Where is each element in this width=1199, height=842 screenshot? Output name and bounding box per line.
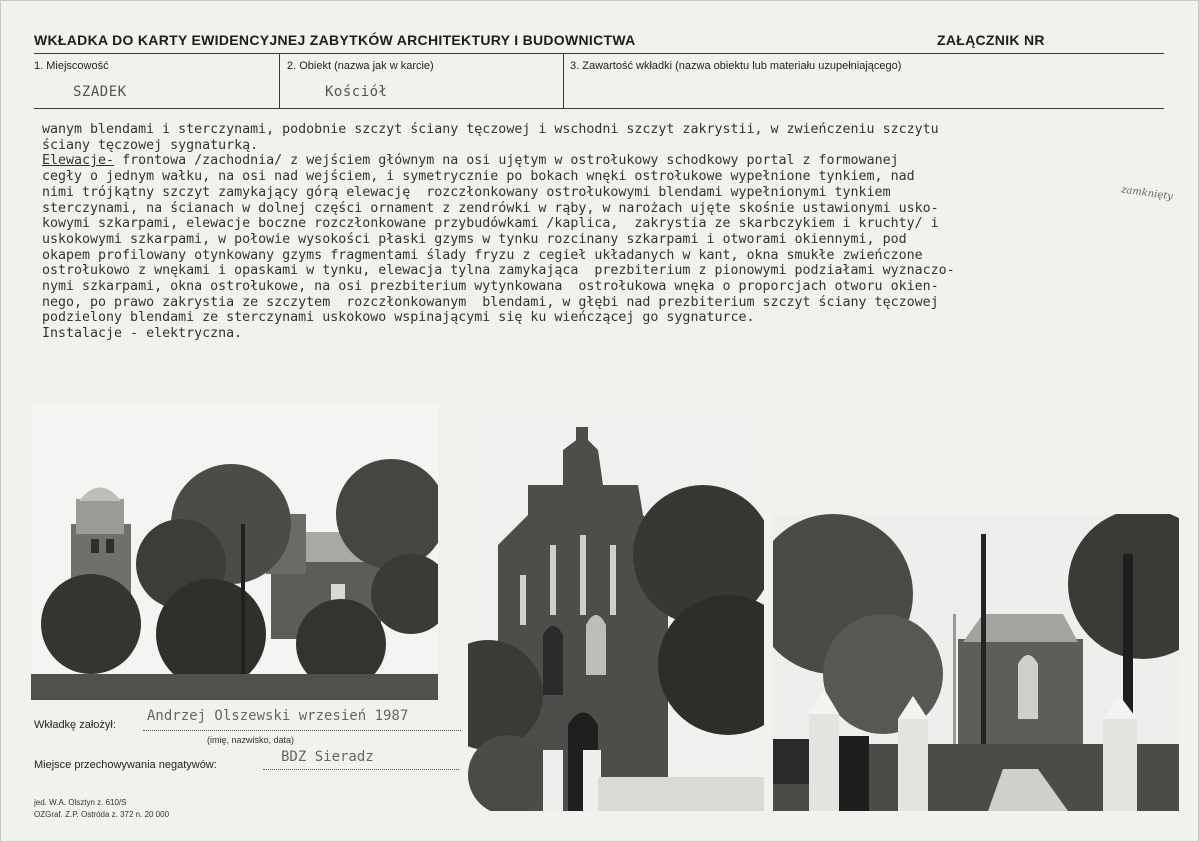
handwritten-note: zamknięty: [1120, 184, 1174, 203]
field-divider: [563, 54, 564, 108]
made-by-value: Andrzej Olszewski wrzesień 1987: [147, 708, 409, 724]
object-label: 2. Obiekt (nazwa jak w karcie): [287, 60, 434, 72]
description-text: [42, 122, 1182, 342]
locality-label: 1. Miejscowość: [34, 60, 109, 72]
description-line: okapem profilowany otynkowany gzyms fragmentami ślady fryzu z cegieł układanych w kant, okna smukłe zwieńczone: [42, 247, 923, 263]
print-info-2: OZGraf. Z.P. Ostróda z. 372 n. 20 000: [34, 810, 170, 819]
description-line: ściany tęczowej sygnaturką.: [42, 137, 259, 153]
card-title: WKŁADKA DO KARTY EWIDENCYJNEJ ZABYTKÓW ARCHITEKTURY I BUDOWNICTWA: [34, 32, 636, 48]
fields-rule: [34, 108, 1164, 109]
made-by-label: Wkładkę założył:: [34, 719, 116, 731]
made-by-hint: (imię, nazwisko, data): [207, 735, 295, 745]
storage-label: Miejsce przechowywania negatywów:: [34, 759, 217, 771]
description-line: nego, po prawo zakrystia ze szczytem rozczłonkowanym blendami, w głębi nad prezbiterium szczyt ściany tęczowej: [42, 294, 939, 310]
content-label: 3. Zawartość wkładki (nazwa obiektu lub materiału uzupełniającego): [570, 60, 902, 72]
description-fragment: frontowa /zachodnia/ z wejściem głównym na osi ujętym w ostrołukowy schodkowy portal z formowanej: [114, 153, 899, 169]
description-line: nymi szkarpami, okna ostrołukowe, na osi prezbiterium wytynkowana ostrołukowa wnęka o proporcjach otworu okien-: [42, 279, 939, 295]
made-by-line: [143, 730, 461, 731]
description-line: cegły o jednym wałku, na osi nad wejściem, i symetrycznie po bokach wnęki ostrołukowe wypełnione tynkiem, nad: [42, 169, 915, 185]
storage-value: BDZ Sieradz: [281, 749, 374, 765]
photo-church-west-facade: [468, 405, 764, 811]
description-line: wanym blendami i sterczynami, podobnie szczyt ściany tęczowej i wschodni szczyt zakrystii, w zwieńczeniu szczytu: [42, 122, 939, 137]
header-rule: [34, 53, 1164, 54]
description-line: sterczynami, na ścianach w dolnej części ornament z zendrówki w rąby, w narożach ujęte skośnie ustawionymi usko-: [42, 200, 939, 216]
description-line: nimi trójkątny szczyt zamykający górą elewację rozczłonkowany ostrołukowymi blendami wypełnionymi tynkiem: [42, 184, 891, 200]
section-heading: Elewacje-: [42, 153, 115, 169]
locality-value: SZADEK: [73, 84, 127, 100]
description-line: podzielony blendami ze sterczynami uskokowo wspinającymi się ku wieńczącej go sygnaturce.: [42, 310, 755, 326]
attachment-number-label: ZAŁĄCZNIK NR: [937, 32, 1045, 48]
description-line: Instalacje - elektryczna.: [42, 326, 243, 342]
storage-line: [263, 769, 459, 770]
field-divider: [279, 54, 280, 108]
description-line: kowymi szkarpami, elewacje boczne rozczłonkowane przybudówkami /kaplica, zakrystia ze skarbczykiem i kruchty/ i: [42, 216, 939, 232]
object-value: Kościół: [325, 84, 388, 100]
description-line: uskokowymi szkarpami, w połowie wysokości płaski gzyms w tynku rozcinany szkarpami i otworami okiennymi, pod: [42, 231, 907, 247]
print-info-1: jed. W.A. Olsztyn z. 610/S: [34, 798, 127, 807]
description-line: [42, 153, 1182, 169]
photo-church-east-view: [31, 404, 438, 700]
description-line: ostrołukowo z wnękami i opaskami w tynku, elewacja tylna zamykająca prezbiterium z pionowymi podziałami wyznaczo-: [42, 263, 955, 279]
photo-church-apse-gate: [773, 514, 1179, 811]
